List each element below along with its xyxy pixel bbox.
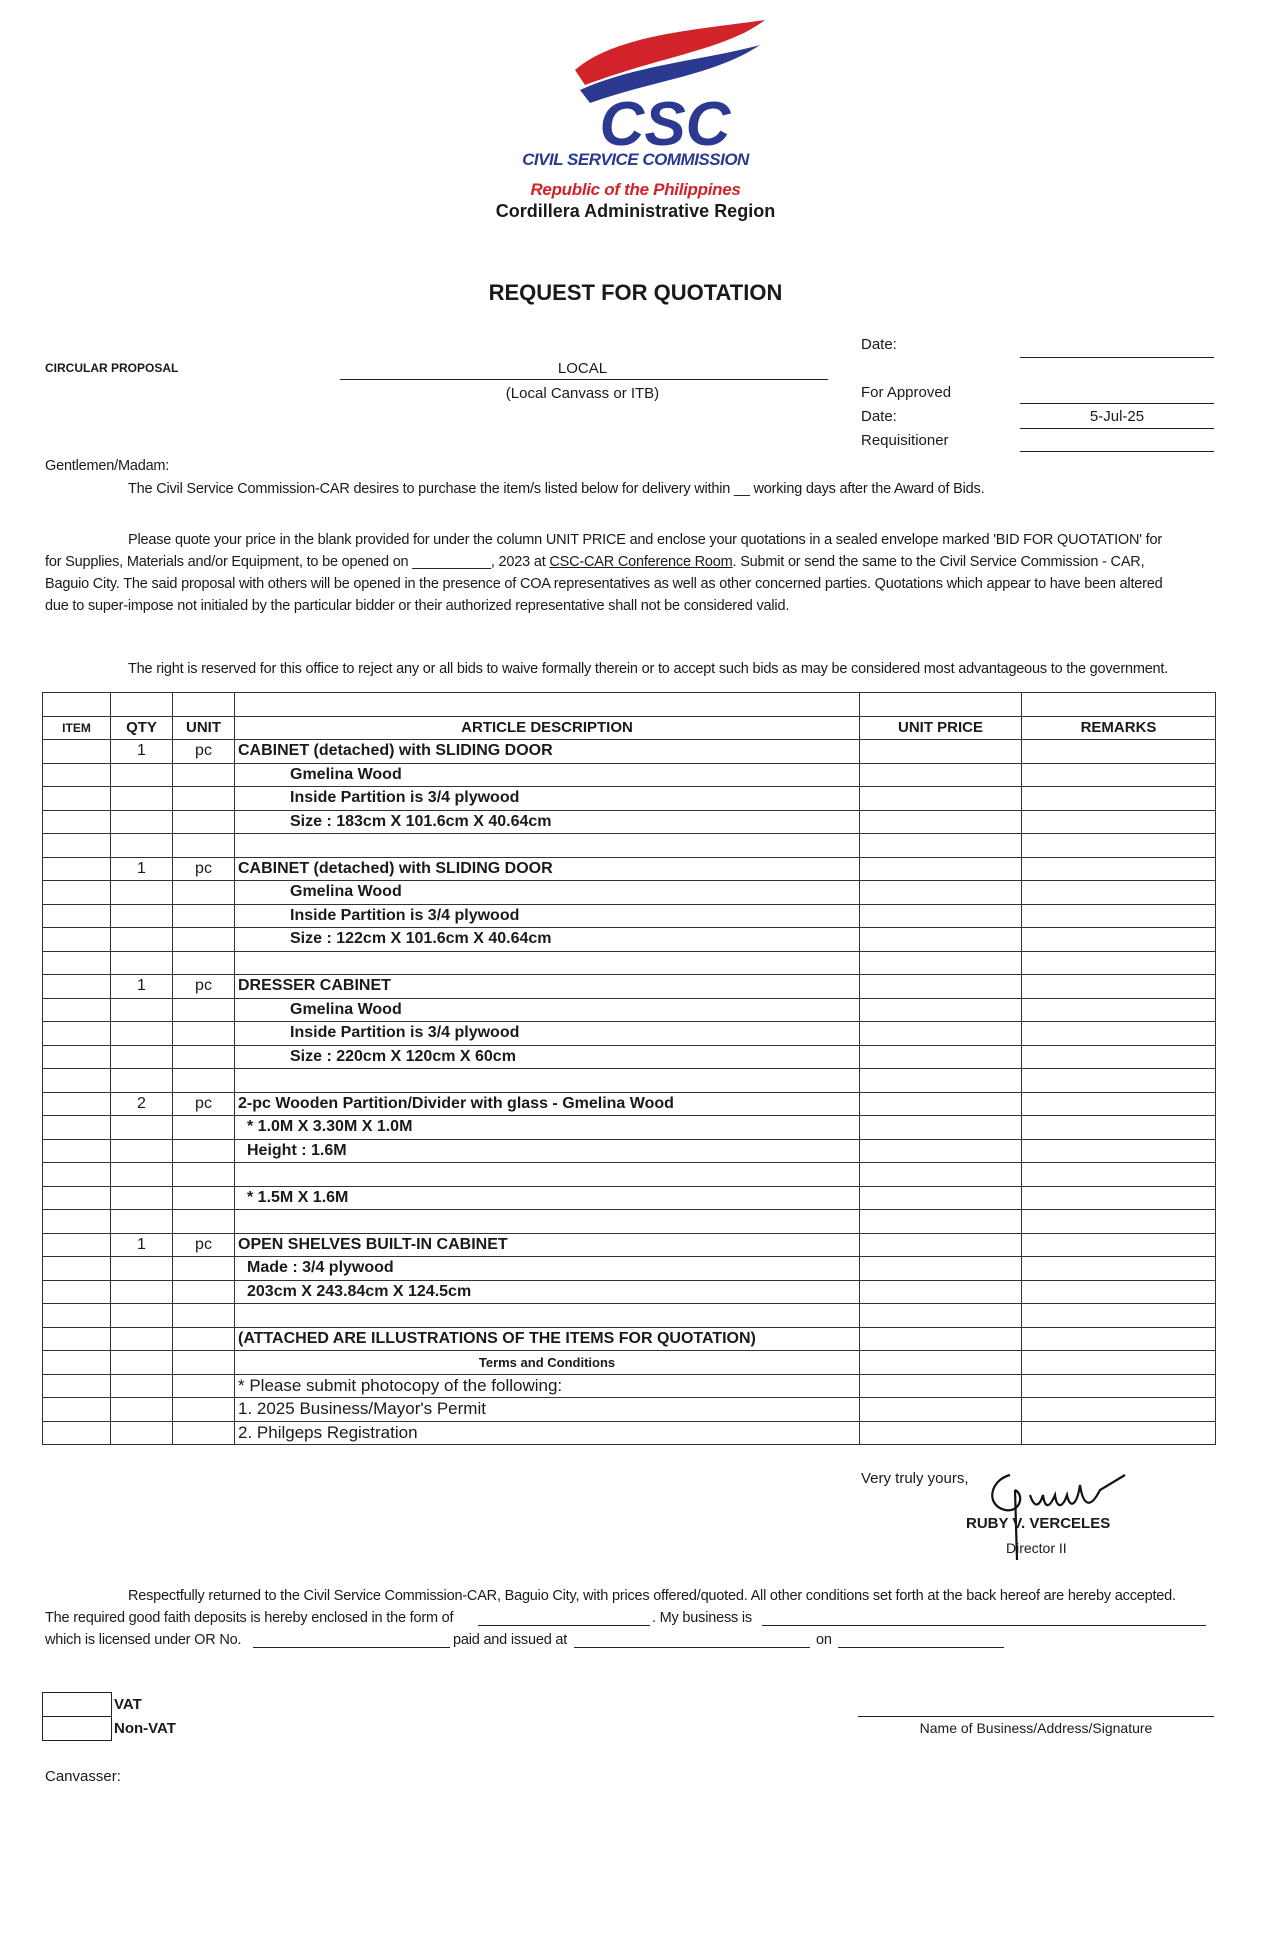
- table-row: [43, 1233, 1216, 1257]
- unit-cell: [173, 1421, 235, 1445]
- mode-underline: [340, 379, 828, 380]
- desc-cell: Terms and Conditions: [235, 1351, 860, 1375]
- remarks-cell[interactable]: [1022, 1186, 1216, 1210]
- table-row: [43, 1280, 1216, 1304]
- desc-cell: [235, 951, 860, 975]
- price-cell[interactable]: [860, 928, 1022, 952]
- desc-cell: (ATTACHED ARE ILLUSTRATIONS OF THE ITEMS FOR QUOTATION): [235, 1327, 860, 1351]
- price-cell[interactable]: [860, 834, 1022, 858]
- footer-line-2a: The required good faith deposits is hereby enclosed in the form of: [45, 1610, 454, 1626]
- item-cell: [43, 1045, 111, 1069]
- footer-line-2b: . My business is: [652, 1610, 752, 1626]
- table-row: [43, 1069, 1216, 1093]
- qty-cell: [111, 881, 173, 905]
- item-cell: [43, 881, 111, 905]
- qty-cell: 1: [111, 857, 173, 881]
- remarks-cell[interactable]: [1022, 787, 1216, 811]
- remarks-cell[interactable]: [1022, 881, 1216, 905]
- or-number-line[interactable]: [253, 1647, 450, 1648]
- unit-cell: [173, 1257, 235, 1281]
- header-unit: UNIT: [173, 716, 235, 740]
- table-row: [43, 1022, 1216, 1046]
- item-cell: [43, 1327, 111, 1351]
- desc-cell: [235, 1069, 860, 1093]
- table-row: [43, 951, 1216, 975]
- unit-cell: pc: [173, 1233, 235, 1257]
- header-qty: QTY: [111, 716, 173, 740]
- table-row: [43, 1186, 1216, 1210]
- item-cell: [43, 928, 111, 952]
- remarks-cell[interactable]: [1022, 975, 1216, 999]
- qty-cell: [111, 904, 173, 928]
- item-cell: [43, 1233, 111, 1257]
- price-cell[interactable]: [860, 1257, 1022, 1281]
- desc-cell: Gmelina Wood: [235, 998, 860, 1022]
- table-row: [43, 1163, 1216, 1187]
- instructions-line-3: Baguio City. The said proposal with others will be opened in the presence of COA representatives as well as other concerned parties. Quotations which appear to have been altered: [45, 576, 1163, 592]
- footer-line-3b: paid and issued at: [453, 1632, 568, 1648]
- price-cell[interactable]: [860, 998, 1022, 1022]
- issued-on-line[interactable]: [838, 1647, 1004, 1648]
- table-row: [43, 1045, 1216, 1069]
- price-cell[interactable]: [860, 1186, 1022, 1210]
- price-cell[interactable]: [860, 1398, 1022, 1422]
- price-cell[interactable]: [860, 1045, 1022, 1069]
- qty-cell: [111, 1374, 173, 1398]
- instructions-line-4: due to super-impose not initialed by the particular bidder or their authorized representative shall not be considered valid.: [45, 598, 790, 614]
- remarks-cell[interactable]: [1022, 1280, 1216, 1304]
- item-cell: [43, 1421, 111, 1445]
- desc-cell: Size : 183cm X 101.6cm X 40.64cm: [235, 810, 860, 834]
- remarks-cell[interactable]: [1022, 1257, 1216, 1281]
- instructions-line-2: [45, 551, 1144, 573]
- date2-label: Date:: [861, 408, 897, 425]
- table-row: [43, 904, 1216, 928]
- desc-cell: Inside Partition is 3/4 plywood: [235, 904, 860, 928]
- remarks-cell[interactable]: [1022, 1092, 1216, 1116]
- vat-label: VAT: [114, 1696, 142, 1713]
- deposit-form-line[interactable]: [478, 1625, 650, 1626]
- table-row: [43, 834, 1216, 858]
- unit-cell: [173, 1116, 235, 1140]
- instructions-line-2b: . Submit or send the same to the Civil Service Commission - CAR,: [732, 554, 1145, 570]
- price-cell[interactable]: [860, 1069, 1022, 1093]
- canvasser-label: Canvasser:: [45, 1768, 121, 1785]
- qty-cell: [111, 1022, 173, 1046]
- unit-cell: pc: [173, 740, 235, 764]
- table-row: [43, 998, 1216, 1022]
- qty-cell: [111, 787, 173, 811]
- footer-line-3a: which is licensed under OR No.: [45, 1632, 242, 1648]
- qty-cell: [111, 810, 173, 834]
- item-cell: [43, 1257, 111, 1281]
- price-cell[interactable]: [860, 951, 1022, 975]
- remarks-cell[interactable]: [1022, 1398, 1216, 1422]
- remarks-cell[interactable]: [1022, 740, 1216, 764]
- unit-cell: [173, 1327, 235, 1351]
- price-cell[interactable]: [860, 1163, 1022, 1187]
- price-cell[interactable]: [860, 1374, 1022, 1398]
- desc-cell: [235, 1163, 860, 1187]
- date2-value: 5-Jul-25: [1089, 408, 1145, 425]
- table-spacer-row: [43, 693, 1216, 717]
- price-cell[interactable]: [860, 1139, 1022, 1163]
- desc-cell: Gmelina Wood: [235, 763, 860, 787]
- table-row: [43, 1327, 1216, 1351]
- table-row: [43, 1398, 1216, 1422]
- footer-line-1: Respectfully returned to the Civil Service Commission-CAR, Baguio City, with prices offered/quoted. All other conditions set forth at the back hereof are hereby accepted.: [128, 1588, 1176, 1604]
- for-approved-line: [1020, 403, 1214, 404]
- unit-cell: pc: [173, 857, 235, 881]
- remarks-cell[interactable]: [1022, 1069, 1216, 1093]
- table-row: [43, 1210, 1216, 1234]
- item-cell: [43, 1022, 111, 1046]
- header-desc: ARTICLE DESCRIPTION: [235, 716, 860, 740]
- remarks-cell[interactable]: [1022, 1210, 1216, 1234]
- qty-cell: 1: [111, 975, 173, 999]
- mode-value: LOCAL: [557, 360, 608, 377]
- desc-cell: OPEN SHELVES BUILT-IN CABINET: [235, 1233, 860, 1257]
- remarks-cell[interactable]: [1022, 1116, 1216, 1140]
- region-name: Cordillera Administrative Region: [495, 201, 776, 221]
- qty-cell: [111, 1069, 173, 1093]
- desc-cell: Made : 3/4 plywood: [235, 1257, 860, 1281]
- remarks-cell[interactable]: [1022, 1327, 1216, 1351]
- items-table: [42, 692, 1216, 1445]
- table-row: [43, 857, 1216, 881]
- unit-cell: [173, 1022, 235, 1046]
- mode-caption: (Local Canvass or ITB): [505, 385, 660, 402]
- price-cell[interactable]: [860, 857, 1022, 881]
- remarks-cell[interactable]: [1022, 1351, 1216, 1375]
- remarks-cell[interactable]: [1022, 1374, 1216, 1398]
- item-cell: [43, 857, 111, 881]
- unit-cell: [173, 951, 235, 975]
- item-cell: [43, 1374, 111, 1398]
- remarks-cell[interactable]: [1022, 810, 1216, 834]
- qty-cell: [111, 998, 173, 1022]
- table-row: [43, 1421, 1216, 1445]
- table-row: [43, 1304, 1216, 1328]
- item-cell: [43, 1163, 111, 1187]
- unit-cell: [173, 1280, 235, 1304]
- issued-at-line[interactable]: [574, 1647, 810, 1648]
- table-row: [43, 763, 1216, 787]
- desc-cell: [235, 1304, 860, 1328]
- table-row: [43, 1257, 1216, 1281]
- price-cell[interactable]: [860, 1280, 1022, 1304]
- price-cell[interactable]: [860, 787, 1022, 811]
- table-row: [43, 1374, 1216, 1398]
- nonvat-checkbox[interactable]: [42, 1716, 112, 1741]
- unit-cell: [173, 1139, 235, 1163]
- table-header-row: [43, 716, 1216, 740]
- item-cell: [43, 1304, 111, 1328]
- price-cell[interactable]: [860, 763, 1022, 787]
- desc-cell: Gmelina Wood: [235, 881, 860, 905]
- unit-cell: [173, 1186, 235, 1210]
- qty-cell: [111, 1398, 173, 1422]
- qty-cell: [111, 1139, 173, 1163]
- desc-cell: Size : 220cm X 120cm X 60cm: [235, 1045, 860, 1069]
- org-subtitle: Republic of the Philippines: [530, 180, 741, 199]
- table-row: [43, 1116, 1216, 1140]
- closing-text: Very truly yours,: [861, 1470, 969, 1487]
- signature-caption: Name of Business/Address/Signature: [919, 1720, 1153, 1736]
- price-cell[interactable]: [860, 1421, 1022, 1445]
- header-item: ITEM: [43, 716, 111, 740]
- business-line[interactable]: [762, 1625, 1206, 1626]
- remarks-cell[interactable]: [1022, 928, 1216, 952]
- remarks-cell[interactable]: [1022, 763, 1216, 787]
- unit-cell: [173, 834, 235, 858]
- remarks-cell[interactable]: [1022, 1022, 1216, 1046]
- item-cell: [43, 1116, 111, 1140]
- remarks-cell[interactable]: [1022, 1045, 1216, 1069]
- price-cell[interactable]: [860, 1351, 1022, 1375]
- unit-cell: [173, 1304, 235, 1328]
- venue-text: CSC-CAR Conference Room: [549, 554, 733, 570]
- unit-cell: [173, 1374, 235, 1398]
- unit-cell: [173, 763, 235, 787]
- table-row: [43, 881, 1216, 905]
- reservation-paragraph: The right is reserved for this office to reject any or all bids to waive formally therein or to accept such bids as may be considered most advantageous to the government.: [128, 661, 1169, 677]
- qty-cell: [111, 1210, 173, 1234]
- item-cell: [43, 787, 111, 811]
- table-row: [43, 810, 1216, 834]
- item-cell: [43, 834, 111, 858]
- qty-cell: [111, 1163, 173, 1187]
- requisitioner-label: Requisitioner: [861, 432, 949, 449]
- price-cell[interactable]: [860, 1092, 1022, 1116]
- item-cell: [43, 810, 111, 834]
- table-row: [43, 787, 1216, 811]
- qty-cell: [111, 951, 173, 975]
- qty-cell: 2: [111, 1092, 173, 1116]
- item-cell: [43, 1351, 111, 1375]
- qty-cell: 1: [111, 1233, 173, 1257]
- desc-cell: 1. 2025 Business/Mayor's Permit: [235, 1398, 860, 1422]
- price-cell[interactable]: [860, 740, 1022, 764]
- item-cell: [43, 1398, 111, 1422]
- unit-cell: [173, 928, 235, 952]
- vat-checkbox[interactable]: [42, 1692, 112, 1717]
- item-cell: [43, 1139, 111, 1163]
- salutation: Gentlemen/Madam:: [45, 458, 170, 474]
- remarks-cell[interactable]: [1022, 857, 1216, 881]
- item-cell: [43, 904, 111, 928]
- desc-cell: Size : 122cm X 101.6cm X 40.64cm: [235, 928, 860, 952]
- item-cell: [43, 998, 111, 1022]
- desc-cell: * 1.5M X 1.6M: [235, 1186, 860, 1210]
- qty-cell: [111, 1186, 173, 1210]
- document-title: REQUEST FOR QUOTATION: [488, 280, 783, 305]
- unit-cell: pc: [173, 975, 235, 999]
- nonvat-label: Non-VAT: [114, 1720, 176, 1737]
- circular-label: CIRCULAR PROPOSAL: [45, 361, 179, 375]
- qty-cell: [111, 928, 173, 952]
- unit-cell: [173, 787, 235, 811]
- desc-cell: 2-pc Wooden Partition/Divider with glass - Gmelina Wood: [235, 1092, 860, 1116]
- unit-cell: [173, 1351, 235, 1375]
- unit-cell: pc: [173, 1092, 235, 1116]
- item-cell: [43, 1186, 111, 1210]
- remarks-cell[interactable]: [1022, 904, 1216, 928]
- header-price: UNIT PRICE: [860, 716, 1022, 740]
- desc-cell: CABINET (detached) with SLIDING DOOR: [235, 857, 860, 881]
- price-cell[interactable]: [860, 1304, 1022, 1328]
- unit-cell: [173, 1163, 235, 1187]
- price-cell[interactable]: [860, 975, 1022, 999]
- desc-cell: Inside Partition is 3/4 plywood: [235, 1022, 860, 1046]
- qty-cell: [111, 834, 173, 858]
- org-name: CIVIL SERVICE COMMISSION: [522, 150, 749, 169]
- qty-cell: [111, 763, 173, 787]
- qty-cell: [111, 1257, 173, 1281]
- desc-cell: [235, 1210, 860, 1234]
- table-row: [43, 975, 1216, 999]
- item-cell: [43, 763, 111, 787]
- table-row: [43, 740, 1216, 764]
- requisitioner-line: [1020, 451, 1214, 452]
- desc-cell: 2. Philgeps Registration: [235, 1421, 860, 1445]
- price-cell[interactable]: [860, 904, 1022, 928]
- unit-cell: [173, 1069, 235, 1093]
- instructions-line-1: Please quote your price in the blank provided for under the column UNIT PRICE and enclose your quotations in a sealed envelope marked 'BID FOR QUOTATION' for: [128, 532, 1162, 548]
- item-cell: [43, 740, 111, 764]
- desc-cell: Height : 1.6M: [235, 1139, 860, 1163]
- desc-cell: 203cm X 243.84cm X 124.5cm: [235, 1280, 860, 1304]
- unit-cell: [173, 810, 235, 834]
- price-cell[interactable]: [860, 881, 1022, 905]
- footer-line-3c: on: [816, 1632, 832, 1648]
- price-cell[interactable]: [860, 810, 1022, 834]
- desc-cell: * 1.0M X 3.30M X 1.0M: [235, 1116, 860, 1140]
- remarks-cell[interactable]: [1022, 1421, 1216, 1445]
- item-cell: [43, 1092, 111, 1116]
- unit-cell: [173, 998, 235, 1022]
- price-cell[interactable]: [860, 1233, 1022, 1257]
- item-cell: [43, 1210, 111, 1234]
- item-cell: [43, 951, 111, 975]
- remarks-cell[interactable]: [1022, 834, 1216, 858]
- desc-cell: * Please submit photocopy of the following:: [235, 1374, 860, 1398]
- table-row: [43, 1092, 1216, 1116]
- qty-cell: 1: [111, 740, 173, 764]
- remarks-cell[interactable]: [1022, 1163, 1216, 1187]
- unit-cell: [173, 1398, 235, 1422]
- qty-cell: [111, 1421, 173, 1445]
- table-row: [43, 1139, 1216, 1163]
- item-cell: [43, 1069, 111, 1093]
- qty-cell: [111, 1351, 173, 1375]
- unit-cell: [173, 904, 235, 928]
- desc-cell: DRESSER CABINET: [235, 975, 860, 999]
- date-label: Date:: [861, 336, 897, 353]
- remarks-cell[interactable]: [1022, 1304, 1216, 1328]
- remarks-cell[interactable]: [1022, 998, 1216, 1022]
- table-row: [43, 1351, 1216, 1375]
- remarks-cell[interactable]: [1022, 1139, 1216, 1163]
- header-remarks: REMARKS: [1022, 716, 1216, 740]
- unit-cell: [173, 1045, 235, 1069]
- date-line: [1020, 357, 1214, 358]
- instructions-line-2a: for Supplies, Materials and/or Equipment, to be opened on __________, 2023 at: [45, 554, 550, 570]
- for-approved-label: For Approved: [861, 384, 952, 401]
- signatory-name: RUBY V. VERCELES: [966, 1515, 1111, 1532]
- qty-cell: [111, 1280, 173, 1304]
- item-cell: [43, 1280, 111, 1304]
- qty-cell: [111, 1116, 173, 1140]
- price-cell[interactable]: [860, 1022, 1022, 1046]
- qty-cell: [111, 1045, 173, 1069]
- signature-line[interactable]: [858, 1716, 1214, 1717]
- desc-cell: [235, 834, 860, 858]
- unit-cell: [173, 1210, 235, 1234]
- qty-cell: [111, 1327, 173, 1351]
- price-cell[interactable]: [860, 1327, 1022, 1351]
- price-cell[interactable]: [860, 1210, 1022, 1234]
- date2-line: [1020, 428, 1214, 429]
- price-cell[interactable]: [860, 1116, 1022, 1140]
- unit-cell: [173, 881, 235, 905]
- item-cell: [43, 975, 111, 999]
- signatory-position: Director II: [1006, 1540, 1067, 1556]
- remarks-cell[interactable]: [1022, 951, 1216, 975]
- remarks-cell[interactable]: [1022, 1233, 1216, 1257]
- logo-text: CSC: [599, 90, 731, 159]
- desc-cell: CABINET (detached) with SLIDING DOOR: [235, 740, 860, 764]
- table-row: [43, 928, 1216, 952]
- intro-paragraph: The Civil Service Commission-CAR desires to purchase the item/s listed below for delivery within __ working days after the Award of Bids.: [128, 481, 985, 497]
- qty-cell: [111, 1304, 173, 1328]
- desc-cell: Inside Partition is 3/4 plywood: [235, 787, 860, 811]
